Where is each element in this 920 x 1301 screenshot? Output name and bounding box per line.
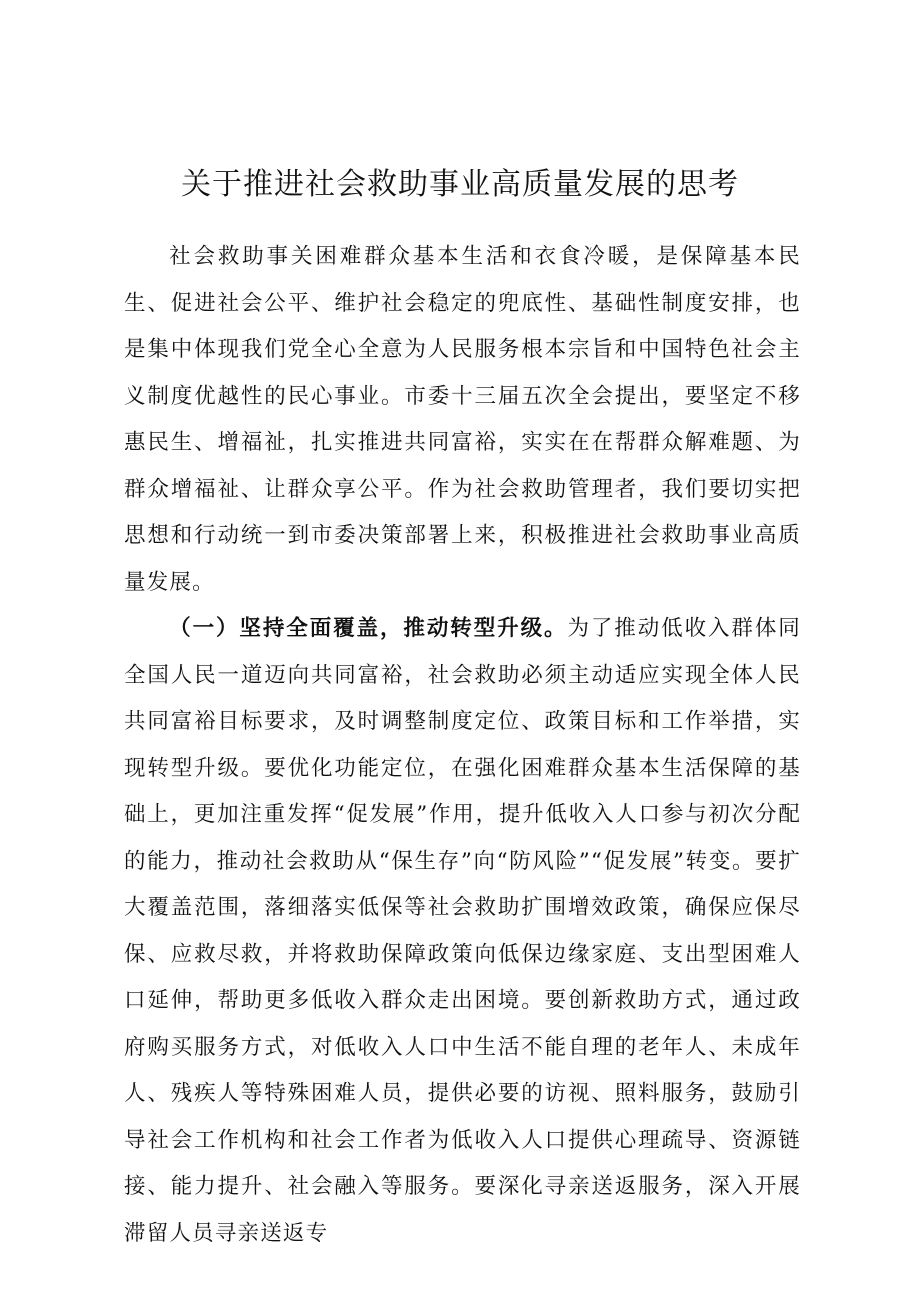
paragraph-intro <box>124 234 801 606</box>
paragraph-intro-text: 社会救助事关困难群众基本生活和衣食冷暖，是保障基本民生、促进社会公平、维护社会稳定的兜底性、基础性制度安排，也是集中体现我们党全心全意为人民服务根本宗旨和中国特色社会主义制度优越性的民心事业。市委十三届五次全会提出，要坚定不移惠民生、增福祉，扎实推进共同富裕，实实在在帮群众解难题、为群众增福祉、让群众享公平。作为社会救助管理者，我们要切实把思想和行动统一到市委决策部署上来，积极推进社会救助事业高质量发展。 <box>124 244 801 595</box>
paragraph-section-1 <box>124 606 801 1257</box>
section-1-heading: （一）坚持全面覆盖，推动转型升级。 <box>169 616 568 641</box>
document-body <box>124 234 801 1257</box>
document-title: 关于推进社会救助事业高质量发展的思考 <box>181 167 739 202</box>
section-1-text: 为了推动低收入群体同全国人民一道迈向共同富裕，社会救助必须主动适应实现全体人民共同富裕目标要求，及时调整制度定位、政策目标和工作举措，实现转型升级。要优化功能定位，在强化困难群众基本生活保障的基础上，更加注重发挥“促发展”作用，提升低收入人口参与初次分配的能力，推动社会救助从“保生存”向“防风险”“促发展”转变。要扩大覆盖范围，落细落实低保等社会救助扩围增效政策，确保应保尽保、应救尽救，并将救助保障政策向低保边缘家庭、支出型困难人口延伸，帮助更多低收入群众走出困境。要创新救助方式，通过政府购买服务方式，对低收入人口中生活不能自理的老年人、未成年人、残疾人等特殊困难人员，提供必要的访视、照料服务，鼓励引导社会工作机构和社会工作者为低收入人口提供心理疏导、资源链接、能力提升、社会融入等服务。要深化寻亲送返服务，深入开展滞留人员寻亲送返专 <box>124 616 801 1246</box>
